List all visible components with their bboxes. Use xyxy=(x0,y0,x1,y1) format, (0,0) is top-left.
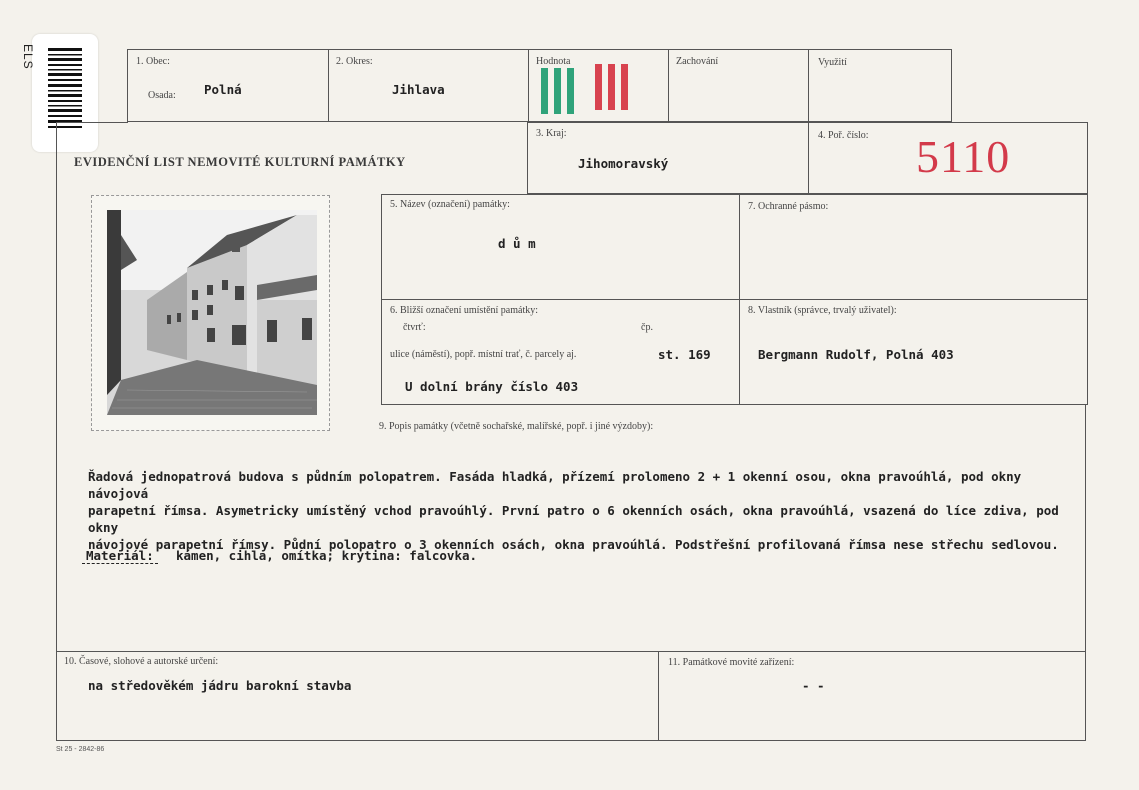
kraj-label: 3. Kraj: xyxy=(536,128,567,139)
por-cislo-label: 4. Poř. číslo: xyxy=(818,130,869,141)
popis-text xyxy=(88,468,1078,553)
vyuziti-label: Využití xyxy=(818,57,847,68)
ctvrt-label: čtvrť: xyxy=(403,322,426,333)
obec-label: 1. Obec: xyxy=(136,56,170,67)
zarizeni-value: - - xyxy=(802,678,825,693)
parcela-value: st. 169 xyxy=(658,347,711,362)
material-value: kámen, cihla, omítka; krytina: falcovka. xyxy=(176,548,478,563)
ochranne-pasmo-label: 7. Ochranné pásmo: xyxy=(748,201,829,212)
osada-label: Osada: xyxy=(148,90,176,101)
nazev-value: d ů m xyxy=(498,236,536,251)
cp-label: čp. xyxy=(641,322,653,333)
vlastnik-value: Bergmann Rudolf, Polná 403 xyxy=(758,347,954,362)
okres-value: Jihlava xyxy=(392,82,445,97)
urceni-label: 10. Časové, slohové a autorské určení: xyxy=(64,656,219,667)
form-title: EVIDENČNÍ LIST NEMOVITÉ KULTURNÍ PAMÁTKY xyxy=(74,155,406,169)
okres-label: 2. Okres: xyxy=(336,56,373,67)
ulice-value: U dolní brány číslo 403 xyxy=(405,379,579,394)
urceni-value: na středověkém jádru barokní stavba xyxy=(88,678,352,693)
vlastnik-label: 8. Vlastník (správce, trvalý uživatel): xyxy=(748,305,897,316)
zachovani-label: Zachování xyxy=(676,56,719,67)
building-photo xyxy=(107,210,317,415)
obec-value: Polná xyxy=(204,82,242,97)
popis-line: parapetní římsa. Asymetricky umístěný vchod pravoúhlý. První patro o 6 okenních osách, okna pravoúhlá, vsazená do líce zdiva, pod okny xyxy=(88,503,1059,535)
kraj-value: Jihomoravský xyxy=(578,156,669,171)
popis-line: návojové parapetní římsy. Půdní polopatro o 3 okenních osách, okna pravoúhlá. Podstřešní profilovaná římsa nese střechu sedlovou. xyxy=(88,537,1059,552)
material-label: Materiál: xyxy=(82,548,158,564)
umisteni-label: 6. Bližší označení umístění památky: xyxy=(390,305,539,316)
zarizeni-label: 11. Památkové movité zařízení: xyxy=(668,657,795,668)
por-cislo-value: 5110 xyxy=(916,131,1011,182)
popis-line: Řadová jednopatrová budova s půdním polopatrem. Fasáda hladká, přízemí prolomeno 2 + 1 okenní osou, okna pravoúhlá, pod okny návojová xyxy=(88,469,1022,501)
barcode-text: ELS xyxy=(21,44,35,70)
nazev-label: 5. Název (označení) památky: xyxy=(390,199,510,210)
form-code: St 25 - 2842-86 xyxy=(56,746,105,753)
ulice-label: ulice (náměstí), popř. místní trať, č. parcely aj. xyxy=(390,349,577,360)
hodnota-label: Hodnota xyxy=(536,56,571,67)
popis-label: 9. Popis památky (včetně sochařské, malířské, popř. i jiné výzdoby): xyxy=(379,421,654,432)
barcode-icon xyxy=(46,46,84,130)
